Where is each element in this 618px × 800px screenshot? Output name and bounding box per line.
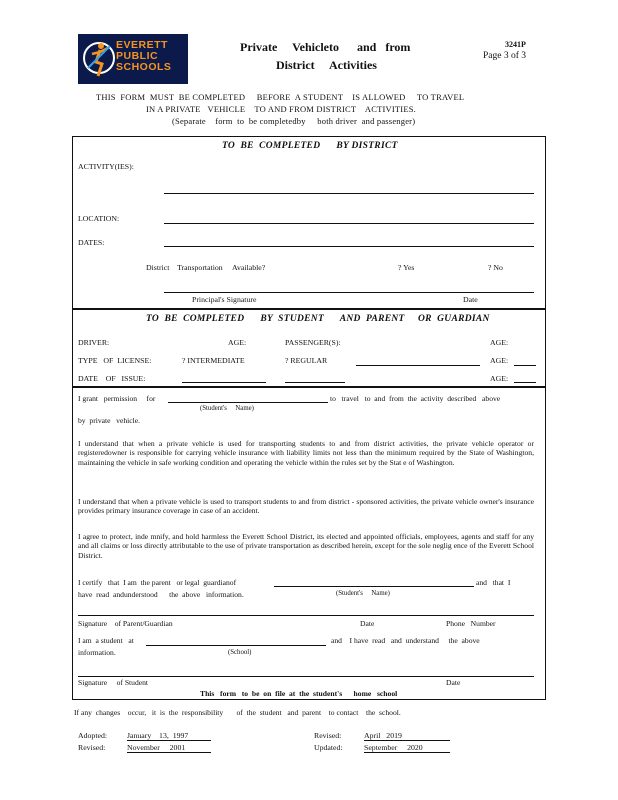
revised-label-2: Revised: (314, 731, 342, 740)
revised-value-1: November 2001 (127, 743, 211, 753)
dates-label: DATES: (78, 238, 105, 247)
revised-label-1: Revised: (78, 743, 106, 752)
intermediate-checkbox[interactable]: ? INTERMEDIATE (182, 356, 245, 365)
parent-signature-label: Signature of Parent/Guardian (78, 619, 173, 628)
driver-age-label: AGE: (228, 338, 247, 347)
activity-field[interactable] (164, 193, 534, 194)
regular-checkbox[interactable]: ? REGULAR (285, 356, 328, 365)
district-section-title: TO BE COMPLETED BY DISTRICT (222, 141, 398, 151)
certify-line-2: have read andunderstood the above information. (78, 590, 244, 599)
activity-label: ACTIVITY(IES): (78, 162, 134, 171)
grant-permission-line-2: by private vehicle. (78, 416, 140, 425)
student-school-field[interactable] (146, 645, 326, 646)
logo-line-3: SCHOOLS (116, 61, 172, 73)
principal-signature-field[interactable] (164, 292, 534, 293)
notice-line-3: (Separate form to be completedby both driver and passenger) (172, 116, 416, 126)
insurance-paragraph-2: I understand that when a private vehicle is used to transport students to and from district - sponsored activities, the private vehicle owner's insurance provides primary insurance coverage in case of an accident. (78, 497, 534, 516)
student-signature-label: Signature of Student (78, 678, 149, 687)
student-date-label: Date (446, 678, 461, 687)
transport-no-checkbox[interactable]: ? No (488, 263, 503, 272)
location-label: LOCATION: (78, 214, 120, 223)
logo-line-2: PUBLIC (116, 50, 159, 62)
certify-suffix: and that I (476, 578, 511, 587)
parent-signature-field[interactable] (78, 615, 534, 616)
grant-permission-prefix: I grant permission for (78, 394, 156, 403)
transport-label: District Transportation Available? (146, 263, 266, 272)
certify-student-name-caption: (Student's Name) (336, 590, 390, 597)
student-signature-field[interactable] (78, 676, 534, 677)
issue-extra-field[interactable] (285, 382, 345, 383)
logo-figure-icon (82, 38, 116, 80)
form-number: 3241P (505, 40, 526, 49)
certify-student-name-field[interactable] (274, 586, 474, 587)
passenger-age-field-3[interactable] (514, 382, 536, 383)
student-at-line-2: information. (78, 648, 116, 657)
logo-line-1: EVERETT (116, 39, 168, 51)
driver-label: DRIVER: (78, 338, 110, 347)
notice-line-1: THIS FORM MUST BE COMPLETED BEFORE A STUDENT IS ALLOWED TO TRAVEL (96, 92, 465, 102)
date-of-issue-label: DATE OF ISSUE: (78, 374, 146, 383)
adopted-value: January 13, 1997 (127, 731, 211, 741)
page-number: Page 3 of 3 (483, 51, 527, 61)
dates-field[interactable] (164, 246, 534, 247)
passenger-age-label-3: AGE: (490, 374, 509, 383)
principal-date-label: Date (463, 295, 478, 304)
phone-number-label: Phone Number (446, 619, 496, 628)
passengers-label: PASSENGER(S): (285, 338, 341, 347)
license-type-label: TYPE OF LICENSE: (78, 356, 152, 365)
transport-yes-checkbox[interactable]: ? Yes (398, 263, 415, 272)
form-title-line-1: Private Vehicleto and from (240, 40, 411, 54)
responsibility-note: If any changes occur, it is the responsibility of the student and parent to contact the school. (74, 708, 401, 717)
updated-label: Updated: (314, 743, 343, 752)
student-at-prefix: I am a student at (78, 636, 134, 645)
grant-student-name-caption: (Student's Name) (200, 405, 254, 412)
student-at-suffix: and I have read and understand the above (331, 636, 480, 645)
certify-prefix: I certify that I am the parent or legal guardianof (78, 578, 237, 587)
adopted-label: Adopted: (78, 731, 108, 740)
grant-permission-suffix: to travel to and from the activity described above (330, 394, 501, 403)
school-caption: (School) (228, 649, 252, 656)
principal-signature-label: Principal's Signature (192, 295, 257, 304)
district-logo (78, 34, 188, 84)
insurance-paragraph-1: I understand that when a private vehicle is used for transporting students to and from district activities, the private vehicle operator or registeredowner is responsible for carrying vehicle insurance with liability limits not less than the minimum required by the State of Washington, maintaining the vehicle in safe working condition and operating the vehicle within the rules set by the Stat e of Washington. (78, 439, 534, 467)
parent-date-label: Date (360, 619, 375, 628)
passenger-age-label-1: AGE: (490, 338, 509, 347)
passenger-age-label-2: AGE: (490, 356, 509, 365)
date-of-issue-field[interactable] (182, 382, 266, 383)
location-field[interactable] (164, 223, 534, 224)
passenger-name-field[interactable] (356, 365, 480, 366)
revised-value-2: April 2019 (364, 731, 450, 741)
indemnify-paragraph: I agree to protect, inde mnify, and hold harmless the Everett School District, its elected and appointed officials, employees, agents and staff for any and all claims or loss directly attributable to the use of private transportation as described herein, except for the sole neglig ence of the Everett School District. (78, 532, 534, 560)
grant-student-name-field[interactable] (168, 402, 328, 403)
passenger-age-field-2[interactable] (514, 365, 536, 366)
on-file-note: This form to be on file at the student's home school (200, 689, 398, 698)
updated-value: September 2020 (364, 743, 450, 753)
form-title-line-2: District Activities (276, 58, 377, 72)
notice-line-2: IN A PRIVATE VEHICLE TO AND FROM DISTRICT ACTIVITIES. (146, 104, 416, 114)
student-section-title: TO BE COMPLETED BY STUDENT AND PARENT OR GUARDIAN (146, 314, 490, 324)
